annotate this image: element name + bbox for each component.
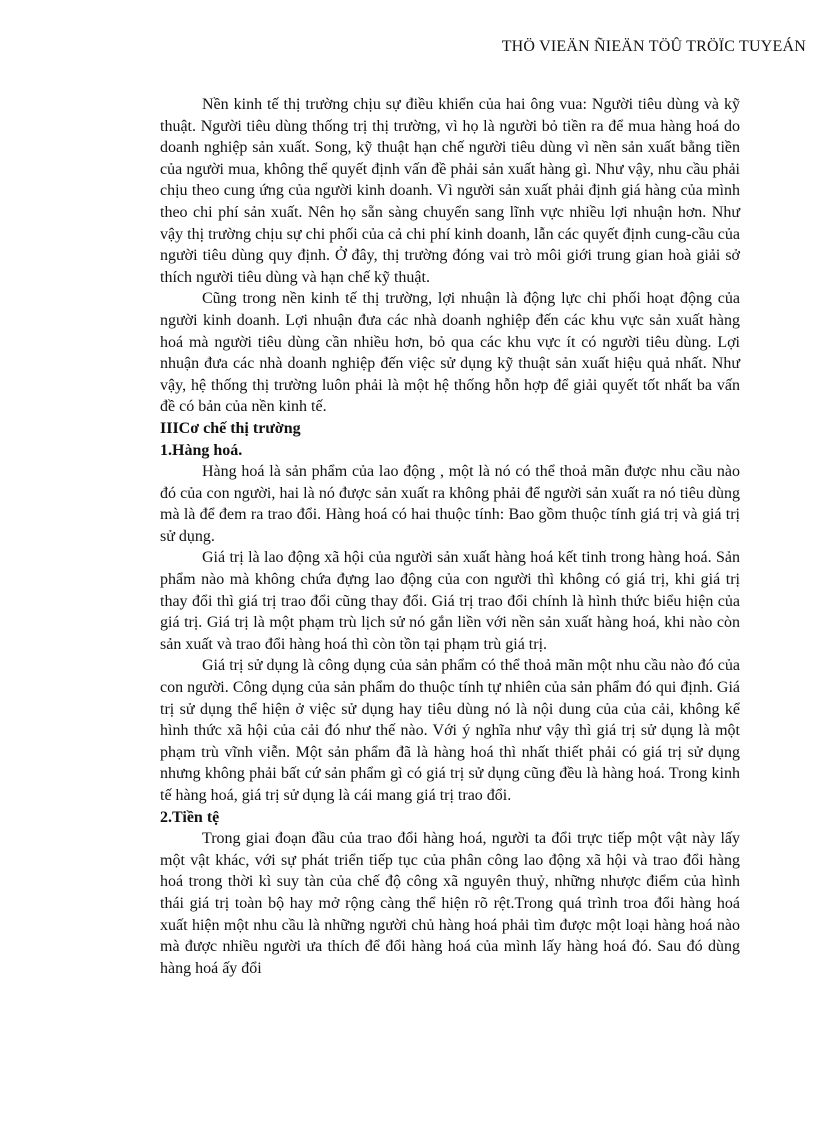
paragraph-market-economy-kings: Nền kinh tế thị trường chịu sự điều khiển của hai ông vua: Người tiêu dùng và kỹ thuật. Người tiêu dùng thống trị thị trường, vì họ là người bỏ tiền ra để mua hàng hoá do doanh nghiệp sản xuất. Song, kỹ thuật hạn chế người tiêu dùng vì nền sản xuất bằng tiền của người mua, không thể quyết định vấn đề phải sản xuất hàng gì. Như vậy, nhu cầu phải chịu theo cung ứng của người kinh doanh. Vì người sản xuất phải định giá hàng của mình theo chi phí sản xuất. Nên họ sẵn sàng chuyển sang lĩnh vực nhiều lợi nhuận hơn. Như vậy thị trường chịu sự chi phối của cả chi phí kinh doanh, lẫn các quyết định cung-cầu của người tiêu dùng quy định. Ở đây, thị trường đóng vai trò môi giới trung gian hoà giải sở thích người tiêu dùng và hạn chế kỹ thuật.: [160, 96, 740, 286]
page-header-title: THÖ VIEÄN ÑIEÄN TÖÛ TRÖÏC TUYEÁN: [501, 38, 806, 55]
section-heading-market-mechanism: IIICơ chế thị trường: [160, 419, 301, 437]
paragraph-use-value: Giá trị sử dụng là công dụng của sản phẩm có thể thoả mãn một nhu cầu nào đó của con người. Công dụng của sản phẩm do thuộc tính tự nhiên của sản phẩm đó qui định. Giá trị sử dụng thể hiện ở việc sử dụng hay tiêu dùng nó là nội dung của của cải, không kể hình thức xã hội của cải đó như thế nào. Với ý nghĩa như vậy thì giá trị sử dụng là một phạm trù vĩnh viễn. Một sản phẩm đã là hàng hoá thì nhất thiết phải có giá trị sử dụng nhưng không phải bất cứ sản phẩm gì có giá trị sử dụng cũng đều là hàng hoá. Trong kinh tế hàng hoá, giá trị sử dụng là cái mang giá trị trao đổi.: [160, 657, 740, 804]
subheading-commodity: 1.Hàng hoá.: [160, 441, 243, 459]
document-body: [160, 94, 740, 979]
paragraph-value: Giá trị là lao động xã hội của người sản xuất hàng hoá kết tinh trong hàng hoá. Sản phẩm nào mà không chứa đựng lao động của con người thì không có giá trị, khi giá trị thay đổi thì giá trị trao đổi cũng thay đổi. Giá trị trao đổi chính là hình thức biểu hiện của giá trị. Giá trị là một phạm trù lịch sử nó gắn liền với nền sản xuất hàng hoá, khi nào còn sản xuất và trao đổi hàng hoá thì còn tồn tại phạm trù giá trị.: [160, 549, 740, 653]
subheading-money: 2.Tiền tệ: [160, 808, 220, 826]
paragraph-money-origin: Trong giai đoạn đầu của trao đổi hàng hoá, người ta đổi trực tiếp một vật này lấy một vật khác, với sự phát triển tiếp tục của phân công lao động xã hội và trao đổi hàng hoá trong thời kì suy tàn của chế độ công xã nguyên thuỷ, những nhược điểm của hình thái giá trị toàn bộ hay mở rộng càng thể hiện rõ rệt.Trong quá trình troa đổi hàng hoá xuất hiện một nhu cầu là những người chủ hàng hoá phải tìm được một loại hàng hoá nào mà được nhiều người ưa thích để đổi hàng hoá của mình lấy hàng hoá đó. Sau đó dùng hàng hoá ấy đổi: [160, 830, 740, 977]
paragraph-commodity-definition: Hàng hoá là sản phẩm của lao động , một là nó có thể thoả mãn được nhu cầu nào đó của con người, hai là nó được sản xuất ra không phải để người sản xuất ra nó tiêu dùng mà là để đem ra trao đổi. Hàng hoá có hai thuộc tính: Bao gồm thuộc tính giá trị và giá trị sử dụng.: [160, 463, 740, 545]
paragraph-profit-motive: Cũng trong nền kinh tế thị trường, lợi nhuận là động lực chi phối hoạt động của người kinh doanh. Lợi nhuận đưa các nhà doanh nghiệp đến các khu vực sản xuất hàng hoá mà người tiêu dùng cần nhiều hơn, bỏ qua các khu vực ít có người tiêu dùng. Lợi nhuận đưa các nhà doanh nghiệp đến việc sử dụng kỹ thuật sản xuất hiệu quả nhất. Như vậy, hệ thống thị trường luôn phải là một hệ thống hỗn hợp để giải quyết tốt nhất ba vấn đề có bản của nền kinh tế.: [160, 290, 740, 416]
